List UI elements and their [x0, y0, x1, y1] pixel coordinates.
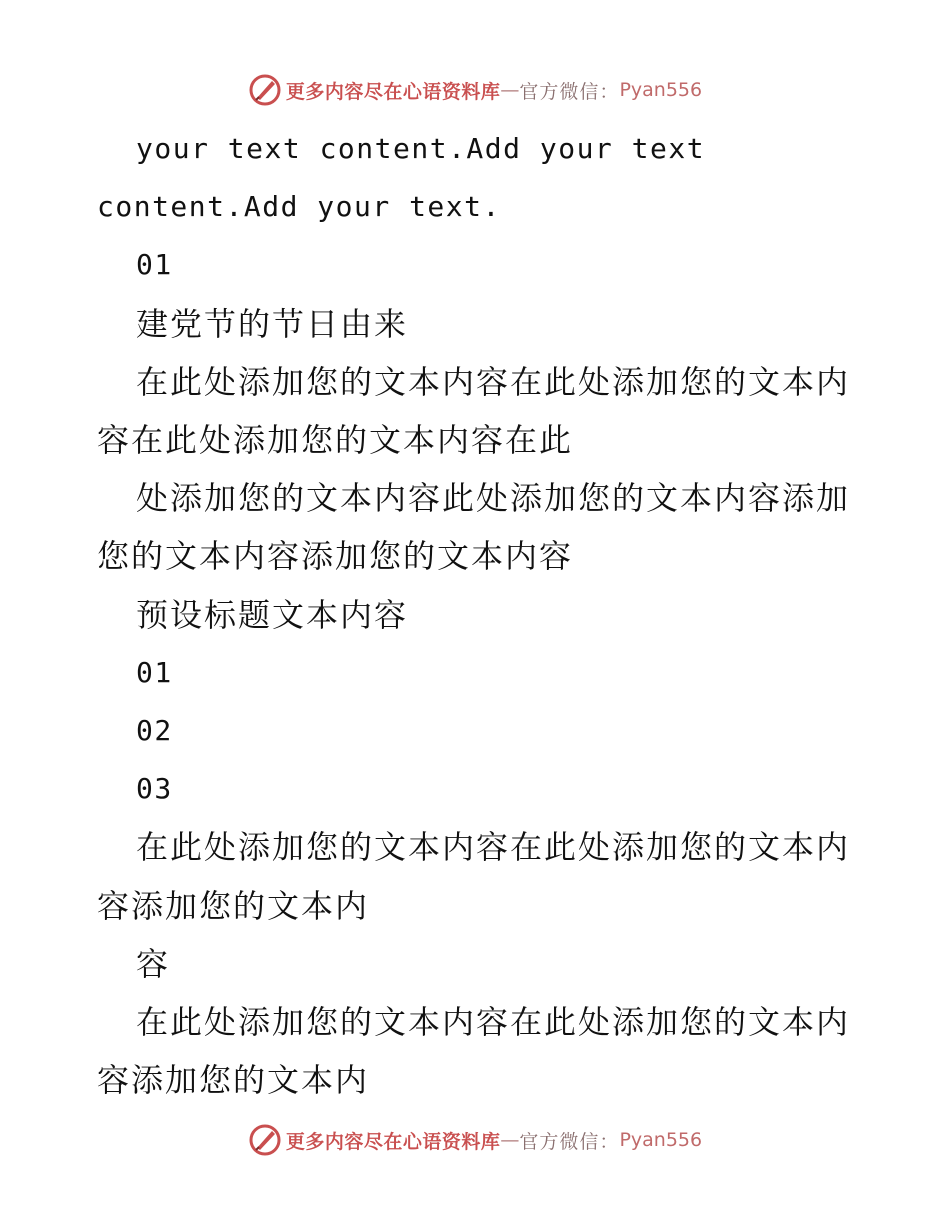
- watermark-id: Pyan556: [619, 79, 703, 101]
- paragraph-line: 容在此处添加您的文本内容在此: [97, 421, 574, 460]
- watermark-dash: —: [500, 79, 520, 101]
- paragraph-line: 在此处添加您的文本内容在此处添加您的文本内: [136, 1003, 851, 1042]
- paragraph-line: 处添加您的文本内容此处添加您的文本内容添加: [136, 479, 851, 518]
- paragraph-line: 在此处添加您的文本内容在此处添加您的文本内: [136, 828, 851, 867]
- text-line: your text content.Add your text: [136, 132, 706, 165]
- watermark-id: Pyan556: [619, 1129, 703, 1151]
- subheading: 预设标题文本内容: [136, 595, 409, 634]
- quill-logo-icon: [248, 73, 282, 107]
- watermark-official: 官方微信：: [519, 80, 620, 103]
- paragraph-line: 您的文本内容添加您的文本内容: [97, 537, 574, 576]
- paragraph-line: 在此处添加您的文本内容在此处添加您的文本内: [136, 362, 851, 401]
- list-number: 01: [136, 655, 173, 689]
- section-number: 01: [136, 248, 173, 282]
- watermark-brand: 更多内容尽在心语资料库: [285, 1130, 501, 1153]
- watermark-official: 官方微信：: [519, 1130, 620, 1153]
- paragraph-line: 容: [136, 944, 171, 983]
- paragraph-line: 容添加您的文本内: [97, 886, 370, 925]
- footer-watermark: [0, 1120, 950, 1160]
- document-body: [97, 120, 857, 1109]
- list-number: 03: [136, 772, 173, 806]
- header-watermark: [0, 70, 950, 110]
- watermark-brand: 更多内容尽在心语资料库: [285, 80, 501, 103]
- paragraph-line: 容添加您的文本内: [97, 1061, 370, 1100]
- watermark-dash: —: [500, 1129, 520, 1151]
- quill-logo-icon: [248, 1123, 282, 1157]
- list-number: 02: [136, 714, 173, 748]
- text-line: content.Add your text.: [97, 190, 501, 224]
- section-heading: 建党节的节日由来: [136, 304, 409, 343]
